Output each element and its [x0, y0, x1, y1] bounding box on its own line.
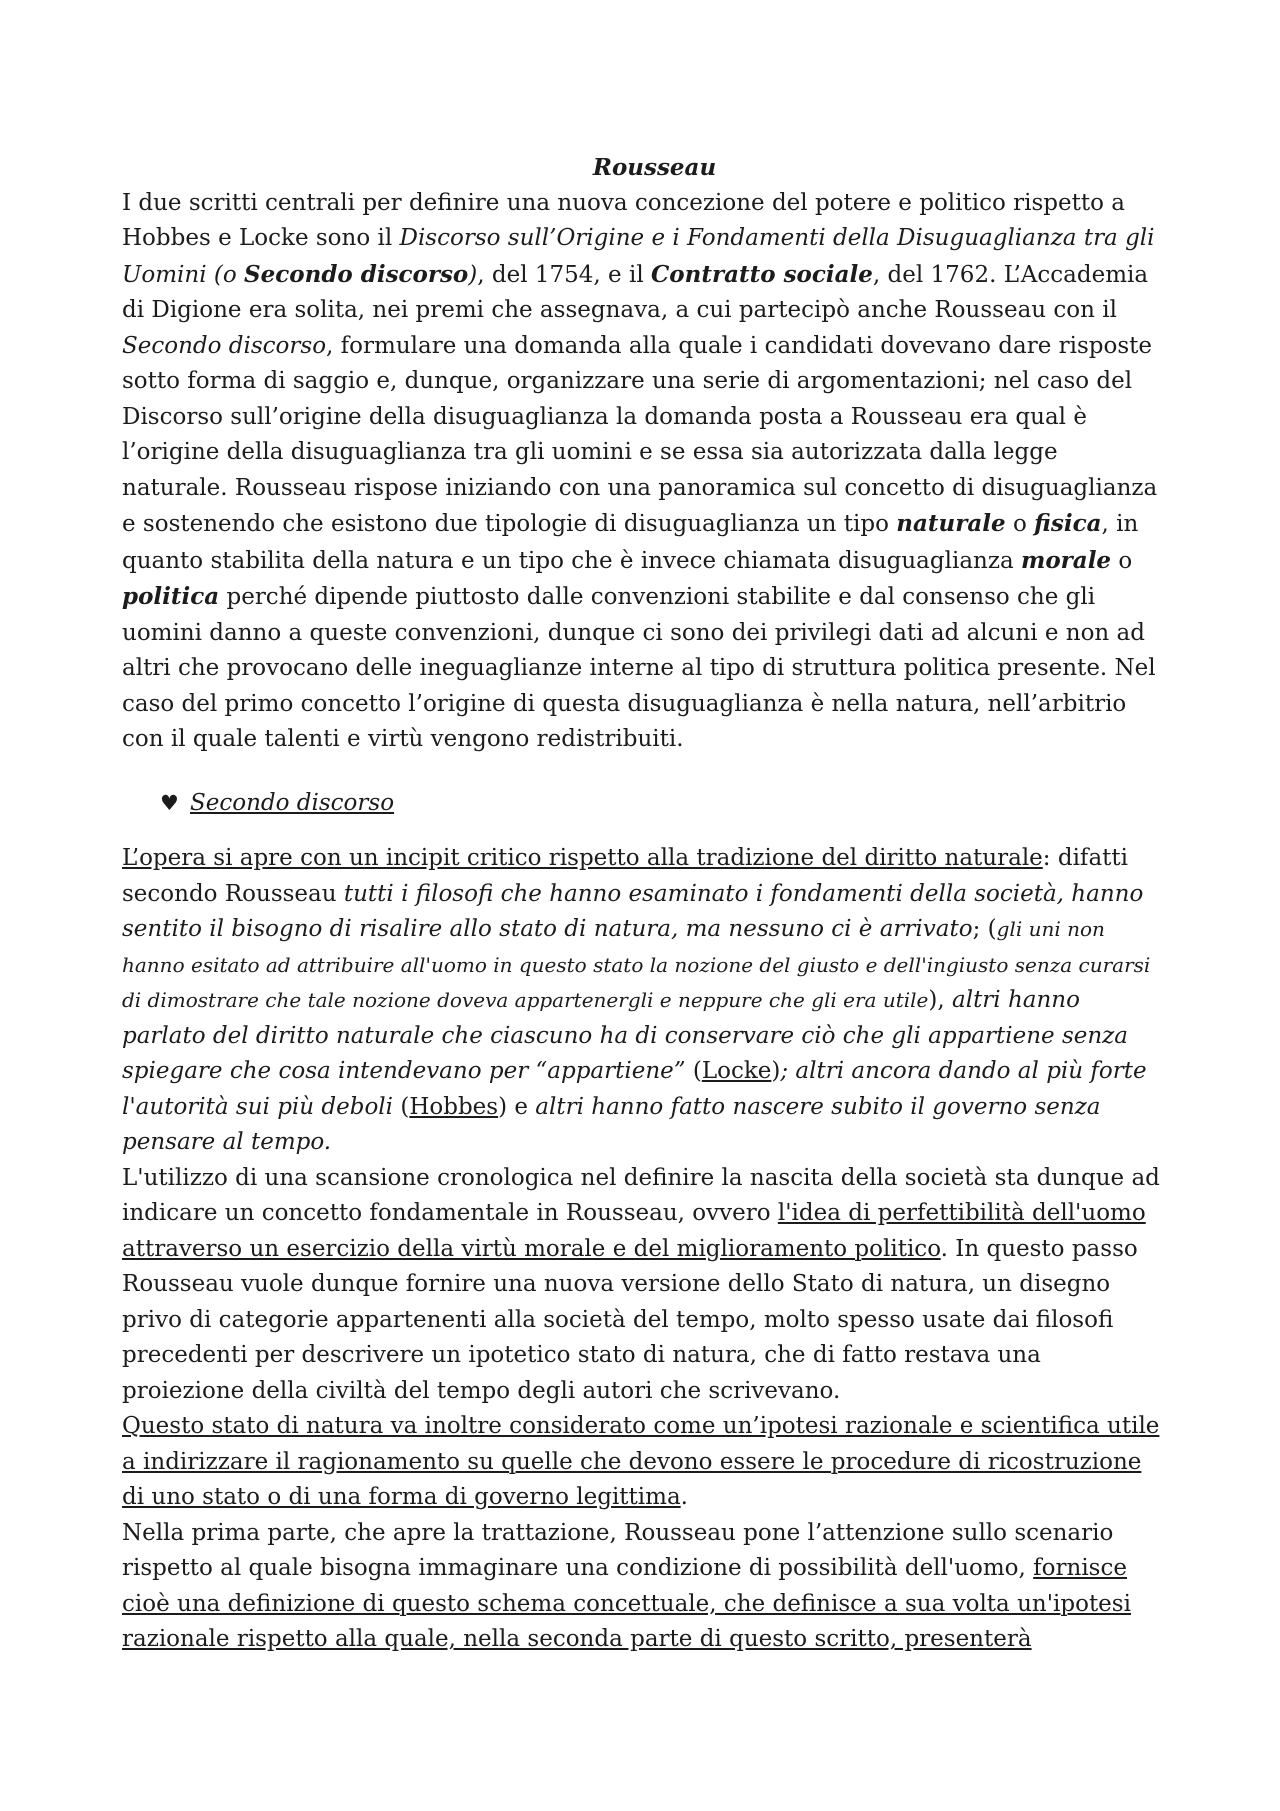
document-page — [122, 150, 1167, 1658]
para3-run: . — [680, 1484, 688, 1510]
heart-icon: ♥ — [160, 790, 179, 815]
para1-run: L’opera si apre con un incipit critico rispetto alla tradizione del diritto naturale — [122, 845, 1043, 871]
paragraph-first-part — [122, 1516, 1167, 1658]
intro-run: Contratto sociale — [651, 260, 873, 288]
para1-run: ; ( — [972, 916, 997, 942]
para1-run: altri hanno parlato del diritto naturale che ciascuno ha di conservare ciò che gli appartiene senza spiegare che cosa intendevano per “appartiene” — [122, 987, 1129, 1084]
intro-run: , del 1762. L’Accademia di Digione era solita, nei premi che assegnava, a cui partecipò anche Rousseau con il — [122, 261, 1149, 323]
intro-run: ) — [468, 261, 478, 288]
para3-run: Questo stato di natura va inoltre considerato come un’ipotesi razionale e scientifica utile a indirizzare il ragionamento su quelle che devono essere le procedure di ricostruzione di uno stato o di una forma di governo legittima — [122, 1413, 1160, 1510]
para1-run: ) — [771, 1058, 781, 1084]
para1-run: ( — [393, 1093, 410, 1120]
para2-run: . In questo passo Rousseau vuole dunque fornire una nuova versione dello Stato di natura, un disegno privo di categorie appartenenti alla società del tempo, molto spesso usate dai filosofi precedenti per descrivere un ipotetico stato di natura, che di fatto restava una proiezione della civiltà del tempo degli autori che scrivevano. — [122, 1235, 1138, 1404]
intro-run: , formulare una domanda alla quale i candidati dovevano dare risposte sotto forma di saggio e, dunque, organizzare una serie di argomentazioni; nel caso del Discorso sull’origine della disuguaglianza la domanda posta a Rousseau era qual è l’origine della disuguaglianza tra gli uomini e se essa sia autorizzata dalla legge naturale. Rousseau rispose iniziando con una panoramica sul concetto di disuguaglianza e sostenendo che esistono due tipologie di disuguaglianza un tipo — [122, 332, 1158, 537]
para1-run: ( — [685, 1058, 702, 1084]
paragraph-perfectibility — [122, 1161, 1167, 1410]
intro-run: o — [1111, 547, 1133, 574]
intro-run: o — [1005, 511, 1035, 537]
intro-run: fisica — [1034, 510, 1102, 537]
document-title: Rousseau — [592, 154, 717, 181]
intro-run: morale — [1021, 546, 1112, 574]
intro-run: , in quanto stabilita della natura e un tipo che è invece chiamata disuguaglianza — [122, 511, 1139, 574]
paragraph-rational-hypothesis — [122, 1409, 1167, 1516]
intro-run: Secondo discorso — [244, 260, 469, 288]
intro-run: politica — [122, 583, 220, 610]
para1-run: : difatti secondo Rousseau — [122, 845, 1129, 907]
para1-run: Locke — [701, 1058, 772, 1084]
para1-run: ), — [928, 987, 952, 1013]
intro-run: perché dipende piuttosto dalle convenzioni stabilite e dal consenso che gli uomini danno a queste convenzioni, dunque ci sono dei privilegi dati ad alcuni e non ad altri che provocano delle ineguaglianze interne al tipo di struttura politica presente. Nel caso del primo concetto l’origine di questa disuguaglianza è nella natura, nell’arbitrio con il quale talenti e virtù vengono redistribuiti. — [122, 584, 1156, 752]
intro-run: Discorso sull’Origine e i Fondamenti della Disuguaglianza tra gli Uomini (o — [122, 225, 1155, 288]
intro-run: I due scritti centrali per definire una nuova concezione del potere e politico rispetto a Hobbes e Locke sono il — [122, 189, 1125, 251]
section-bullet — [160, 786, 1167, 822]
intro-run: Secondo discorso — [122, 332, 327, 359]
para2-run: L'utilizzo di una scansione cronologica nel definire la nascita della società sta dunque ad indicare un concetto fondamentale in Rousseau, ovvero — [122, 1164, 1160, 1226]
para1-run: Hobbes — [409, 1093, 499, 1120]
intro-run: , del 1754, e il — [477, 261, 651, 288]
intro-run: naturale — [896, 510, 1006, 537]
para4-run: Nella prima parte, che apre la trattazione, Rousseau pone l’attenzione sullo scenario rispetto al quale bisogna immaginare una condizione di possibilità dell'uomo, — [122, 1519, 1114, 1581]
para1-run: tutti i filosofi che hanno esaminato i fondamenti della società, hanno sentito il bisogno di risalire allo stato di natura, ma nessuno ci è arrivato — [122, 880, 1144, 942]
section-heading: Secondo discorso — [190, 789, 395, 816]
para4-run: fornisce cioè una definizione di questo schema concettuale, che definisce a sua volta un'ipotesi razionale rispetto alla quale, nella seconda parte di questo scritto, presenterà — [122, 1555, 1131, 1652]
para1-run: ) e — [498, 1093, 536, 1120]
para1-run: altri hanno fatto nascere subito il governo senza pensare al tempo. — [122, 1093, 1101, 1155]
para2-run: l'idea di perfettibilità dell'uomo attraverso un esercizio della virtù morale e del miglioramento politico — [122, 1200, 1146, 1262]
para1-run: ; altri ancora dando al più forte l'autorità sui più deboli — [122, 1058, 1147, 1120]
paragraph-incipit — [122, 841, 1167, 1161]
para1-run: gli uni non hanno esitato ad attribuire all'uomo in questo stato la nozione del giusto e dell'ingiusto senza curarsi di dimostrare che tale nozione doveva appartenergli e neppure che gli era utile — [122, 917, 1151, 1012]
intro-paragraph — [122, 186, 1167, 758]
